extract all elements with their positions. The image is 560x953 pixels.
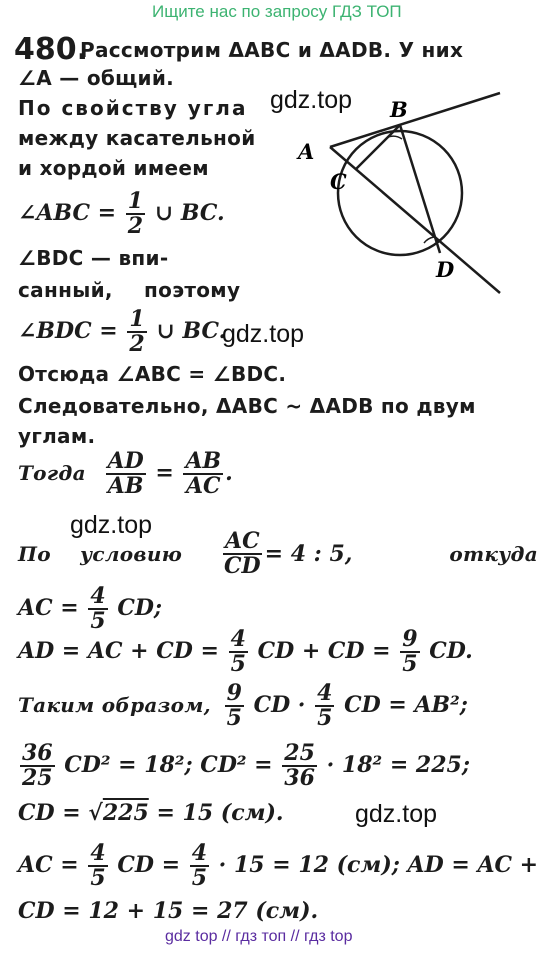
text-hence: Отсюда ∠ABC = ∠BDC. [18, 362, 287, 386]
chord-bd [400, 125, 440, 253]
text-line-5: и хордой имеем [18, 156, 209, 180]
text-line-2: ∠A — общий. [18, 66, 175, 90]
angle-arc-d [424, 237, 434, 243]
footer-links[interactable]: gdz top // гдз топ // гдз top [165, 928, 353, 945]
tangent-line [330, 93, 500, 147]
label-c: C [330, 169, 347, 194]
geometry-diagram [290, 85, 550, 305]
formula-bdc: ∠BDC = $\frac{1}{2}$ ∪ BC. [18, 306, 227, 358]
formula-last: CD = 12 + 15 = 27 (см). [18, 898, 319, 924]
formula-equation: $\frac{36}{25}$ CD² = 18²; CD² = $\frac{25}{36}$ · 18² = 225; [22, 740, 470, 792]
formula-condition: По условию $\frac{AC}{CD}$ = 4 : 5, откуда [18, 528, 538, 580]
text-bdc-1: ∠BDC — впи- [18, 246, 169, 270]
text-line-3: По свойству угла [18, 96, 248, 120]
label-b: B [390, 97, 408, 122]
formula-ratio: Тогда $\frac{AD}{AB}$ = $\frac{AB}{AC}$ . [18, 448, 233, 500]
label-d: D [436, 257, 455, 282]
watermark-4: gdz.top [355, 800, 438, 828]
formula-ad: AD = AC + CD = $\frac{4}{5}$ CD + CD = $\frac{9}{5}$ CD. [18, 626, 473, 678]
watermark-1: gdz.top [270, 86, 353, 114]
text-conclusion-1: Следовательно, ΔABC ~ ΔADB по двум [18, 394, 476, 418]
angle-arc-b [388, 136, 402, 139]
watermark-2: gdz.top [222, 320, 305, 348]
label-a: A [298, 139, 315, 164]
formula-cd: CD = √225 = 15 (см). [18, 800, 284, 826]
formula-final: AC = $\frac{4}{5}$ CD = $\frac{4}{5}$ · 15 = 12 (см); AD = AC + [18, 840, 539, 892]
formula-thus: Таким образом, $\frac{9}{5}$ CD · $\frac{4}{5}$ CD = AB²; [18, 680, 468, 732]
formula-ac: AC = $\frac{4}{5}$ CD; [18, 583, 163, 635]
watermark-3: gdz.top [70, 511, 153, 539]
problem-number: 480. [14, 32, 89, 67]
top-banner[interactable]: Ищите нас по запросу ГДЗ ТОП [152, 2, 402, 21]
text-line-4: между касательной [18, 126, 256, 150]
circle [338, 131, 462, 255]
text-line-1: Рассмотрим ΔABC и ΔADB. У них [80, 38, 464, 62]
formula-abc: ∠ABC = $\frac{1}{2}$ ∪ BC. [18, 188, 225, 240]
text-conclusion-2: углам. [18, 424, 96, 448]
text-bdc-2: санный, поэтому [18, 278, 241, 302]
